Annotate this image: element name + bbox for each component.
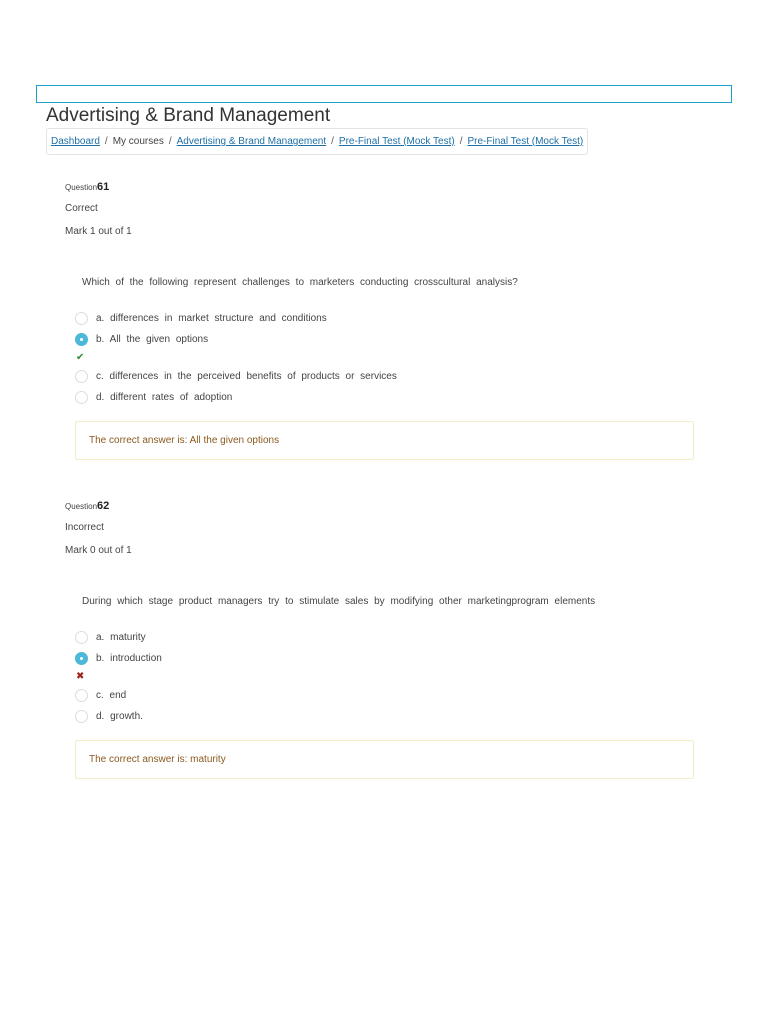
question-number: 62 bbox=[97, 500, 110, 512]
radio-button[interactable] bbox=[75, 710, 88, 723]
answer-option-c[interactable] bbox=[75, 685, 162, 706]
question-62-answers bbox=[75, 627, 162, 727]
answer-option-a[interactable] bbox=[75, 308, 397, 329]
check-icon: ✔ bbox=[76, 352, 85, 363]
question-mark: Mark 0 out of 1 bbox=[65, 545, 132, 556]
radio-button[interactable] bbox=[75, 689, 88, 702]
radio-button[interactable] bbox=[75, 312, 88, 325]
breadcrumb-separator: / bbox=[104, 136, 108, 147]
radio-button[interactable] bbox=[75, 391, 88, 404]
answer-label: b. All the given options bbox=[96, 334, 209, 345]
radio-button[interactable] bbox=[75, 631, 88, 644]
question-label bbox=[65, 500, 705, 513]
question-62-feedback bbox=[75, 740, 694, 779]
answer-label: a. differences in market structure and conditions bbox=[96, 313, 327, 324]
breadcrumb-quiz-link[interactable]: Pre-Final Test (Mock Test) bbox=[338, 136, 455, 147]
breadcrumb-quiz-attempt-link[interactable]: Pre-Final Test (Mock Test) bbox=[467, 136, 584, 147]
breadcrumb-dashboard-link[interactable]: Dashboard bbox=[51, 136, 100, 147]
radio-button-selected[interactable] bbox=[75, 333, 88, 346]
top-bar-frame bbox=[36, 85, 732, 103]
question-state: Correct bbox=[65, 203, 98, 214]
answer-option-d[interactable] bbox=[75, 706, 162, 727]
answer-option-d[interactable] bbox=[75, 387, 397, 408]
question-state: Incorrect bbox=[65, 522, 104, 533]
question-61-info bbox=[65, 181, 705, 238]
answer-label: d. different rates of adoption bbox=[96, 392, 233, 403]
question-label bbox=[65, 181, 705, 194]
radio-button[interactable] bbox=[75, 370, 88, 383]
answer-label: c. end bbox=[96, 690, 127, 701]
answer-label: d. growth. bbox=[96, 711, 143, 722]
breadcrumb-separator: / bbox=[331, 136, 334, 147]
answer-option-b[interactable] bbox=[75, 329, 397, 350]
question-61-feedback bbox=[75, 421, 694, 460]
answer-option-b[interactable] bbox=[75, 648, 162, 669]
answer-label: a. maturity bbox=[96, 632, 146, 643]
answer-option-a[interactable] bbox=[75, 627, 162, 648]
question-61-text: Which of the following represent challenges to marketers conducting crosscultural analysis? bbox=[82, 277, 518, 288]
breadcrumb bbox=[46, 128, 588, 155]
correct-answer-text: The correct answer is: All the given options bbox=[89, 435, 280, 446]
question-label-text: Question bbox=[65, 502, 98, 511]
correct-answer-text: The correct answer is: maturity bbox=[89, 754, 226, 765]
question-label-text: Question bbox=[65, 183, 98, 192]
answer-label: b. introduction bbox=[96, 653, 162, 664]
question-mark: Mark 1 out of 1 bbox=[65, 226, 132, 237]
answer-label: c. differences in the perceived benefits of products or services bbox=[96, 371, 397, 382]
breadcrumb-course-link[interactable]: Advertising & Brand Management bbox=[176, 136, 327, 147]
question-62-info bbox=[65, 500, 705, 557]
breadcrumb-my-courses: My courses bbox=[112, 136, 164, 147]
question-number: 61 bbox=[97, 181, 110, 193]
breadcrumb-separator: / bbox=[459, 136, 463, 147]
radio-button-selected[interactable] bbox=[75, 652, 88, 665]
question-61-answers bbox=[75, 308, 397, 408]
question-62-text: During which stage product managers try to stimulate sales by modifying other marketingprogram elements bbox=[82, 596, 596, 607]
breadcrumb-separator: / bbox=[168, 136, 172, 147]
cross-icon: ✖ bbox=[76, 671, 85, 682]
answer-option-c[interactable] bbox=[75, 366, 397, 387]
page-title: Advertising & Brand Management bbox=[46, 105, 331, 126]
